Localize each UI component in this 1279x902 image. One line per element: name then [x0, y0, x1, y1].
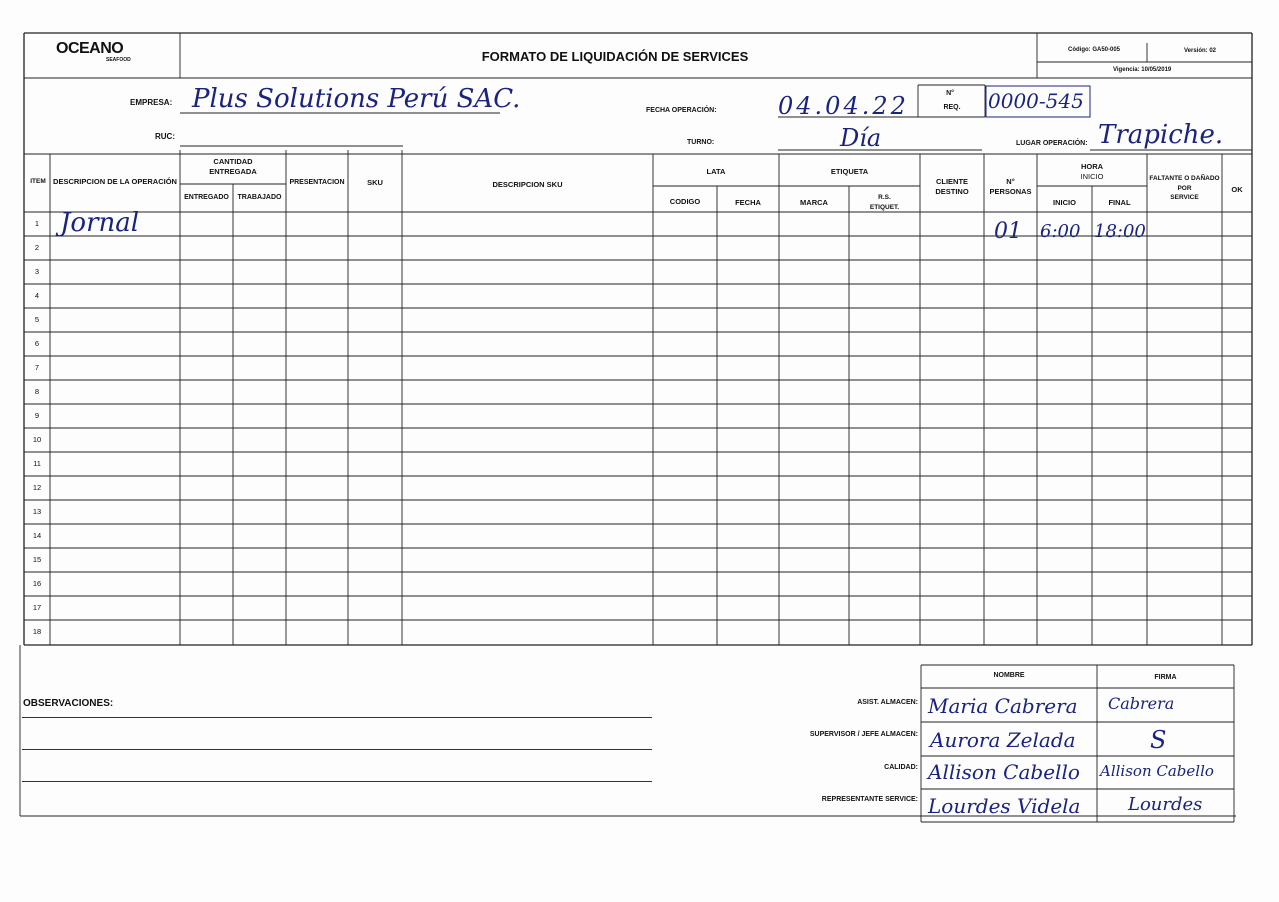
observaciones-label: OBSERVACIONES: [23, 698, 114, 709]
observaciones-line[interactable] [22, 749, 652, 750]
row-number: 13 [32, 507, 42, 516]
col-presentacion: PRESENTACION [289, 179, 345, 186]
document-title: FORMATO DE LIQUIDACIÓN DE SERVICES [481, 49, 749, 64]
observaciones-line[interactable] [22, 717, 652, 718]
col-npersonas-2: PERSONAS [989, 187, 1032, 196]
col-cantidad-2: ENTREGADA [209, 167, 257, 176]
row-number: 10 [32, 435, 42, 444]
nombre-asist[interactable]: Maria Cabrera [928, 694, 1078, 718]
row-number: 2 [34, 243, 40, 252]
logo-sub: SEAFOOD [106, 57, 131, 63]
col-fecha: FECHA [735, 198, 761, 207]
col-inicio: INICIO [1053, 198, 1076, 207]
col-faltante-2: POR [1177, 185, 1192, 192]
firma-header: FIRMA [1154, 674, 1177, 681]
col-descripcion-operacion: DESCRIPCION DE LA OPERACIÓN [53, 177, 177, 186]
row-number: 7 [34, 363, 40, 372]
row1-personas[interactable]: 01 [994, 219, 1022, 244]
col-entregado: ENTREGADO [184, 194, 229, 201]
row1-inicio[interactable]: 6:00 [1040, 221, 1081, 242]
row-number: 4 [34, 291, 40, 300]
col-descripcion-sku: DESCRIPCION SKU [492, 180, 563, 189]
fecha-value[interactable]: 04.04.22 [778, 92, 909, 120]
col-hora-2: INICIO [1080, 172, 1104, 181]
nreq-label-1: N° [946, 90, 954, 97]
role-label-representante: REPRESENTANTE SERVICE: [821, 796, 918, 803]
ruc-label: RUC: [155, 132, 175, 141]
row-number: 11 [33, 459, 41, 468]
row-number: 17 [32, 603, 42, 612]
col-cliente-1: CLIENTE [935, 177, 969, 186]
col-faltante-1: FALTANTE O DAÑADO [1149, 175, 1220, 182]
row1-descripcion[interactable]: Jornal [60, 208, 140, 238]
nombre-calidad[interactable]: Allison Cabello [928, 760, 1080, 784]
lugar-value[interactable]: Trapiche. [1098, 120, 1224, 150]
row-number: 1 [34, 219, 40, 228]
turno-label: TURNO: [687, 139, 715, 146]
row-number: 18 [32, 627, 42, 636]
col-rs-1: R.S. [878, 194, 891, 201]
nombre-supervisor[interactable]: Aurora Zelada [930, 728, 1076, 752]
row-number: 9 [34, 411, 40, 420]
observaciones-line[interactable] [22, 781, 652, 782]
row-number: 5 [34, 315, 40, 324]
row-number: 14 [32, 531, 42, 540]
empresa-label: EMPRESA: [130, 98, 173, 107]
row1-final[interactable]: 18:00 [1094, 221, 1146, 242]
fecha-label: FECHA OPERACIÓN: [646, 107, 717, 114]
col-trabajado: TRABAJADO [237, 194, 282, 201]
col-sku: SKU [367, 178, 383, 187]
role-label-supervisor: SUPERVISOR / JEFE ALMACEN: [809, 731, 918, 738]
empresa-value[interactable]: Plus Solutions Perú SAC. [192, 84, 521, 114]
logo: OCEANO [56, 40, 124, 57]
nombre-header: NOMBRE [993, 672, 1025, 679]
document-code: Código: GA50-005 [1068, 47, 1121, 53]
col-rs-2: ETIQUET. [869, 204, 900, 211]
col-cantidad-1: CANTIDAD [213, 157, 253, 166]
col-ok: OK [1231, 185, 1243, 194]
col-hora-1: HORA [1080, 162, 1104, 171]
row-number: 15 [32, 555, 42, 564]
firma-representante[interactable]: Lourdes [1128, 794, 1203, 815]
firma-asist[interactable]: Cabrera [1108, 694, 1175, 713]
role-label-calidad: CALIDAD: [884, 764, 918, 771]
row-number: 3 [34, 267, 40, 276]
col-codigo: CODIGO [669, 197, 701, 206]
col-final: FINAL [1108, 198, 1131, 207]
lugar-label: LUGAR OPERACIÓN: [1016, 140, 1088, 147]
document-version: Versión: 02 [1184, 48, 1217, 54]
nreq-value[interactable]: 0000-545 [988, 89, 1084, 113]
turno-value[interactable]: Día [840, 124, 882, 152]
col-marca: MARCA [800, 198, 828, 207]
role-label-asist: ASIST. ALMACEN: [857, 699, 918, 706]
col-faltante-3: SERVICE [1170, 194, 1199, 201]
col-item: ITEM [30, 178, 46, 185]
col-npersonas-1: N° [1006, 177, 1015, 186]
row-number: 8 [34, 387, 40, 396]
col-cliente-2: DESTINO [935, 187, 969, 196]
col-lata: LATA [706, 167, 726, 176]
firma-calidad[interactable]: Allison Cabello [1100, 762, 1214, 780]
document-vigencia: Vigencia: 10/05/2019 [1113, 67, 1172, 73]
col-etiqueta: ETIQUETA [830, 167, 869, 176]
firma-supervisor[interactable]: S [1150, 726, 1167, 754]
row-number: 6 [34, 339, 40, 348]
nombre-representante[interactable]: Lourdes Videla [928, 794, 1081, 818]
row-number: 16 [32, 579, 42, 588]
row-number: 12 [32, 483, 42, 492]
nreq-label-2: REQ. [943, 104, 961, 111]
